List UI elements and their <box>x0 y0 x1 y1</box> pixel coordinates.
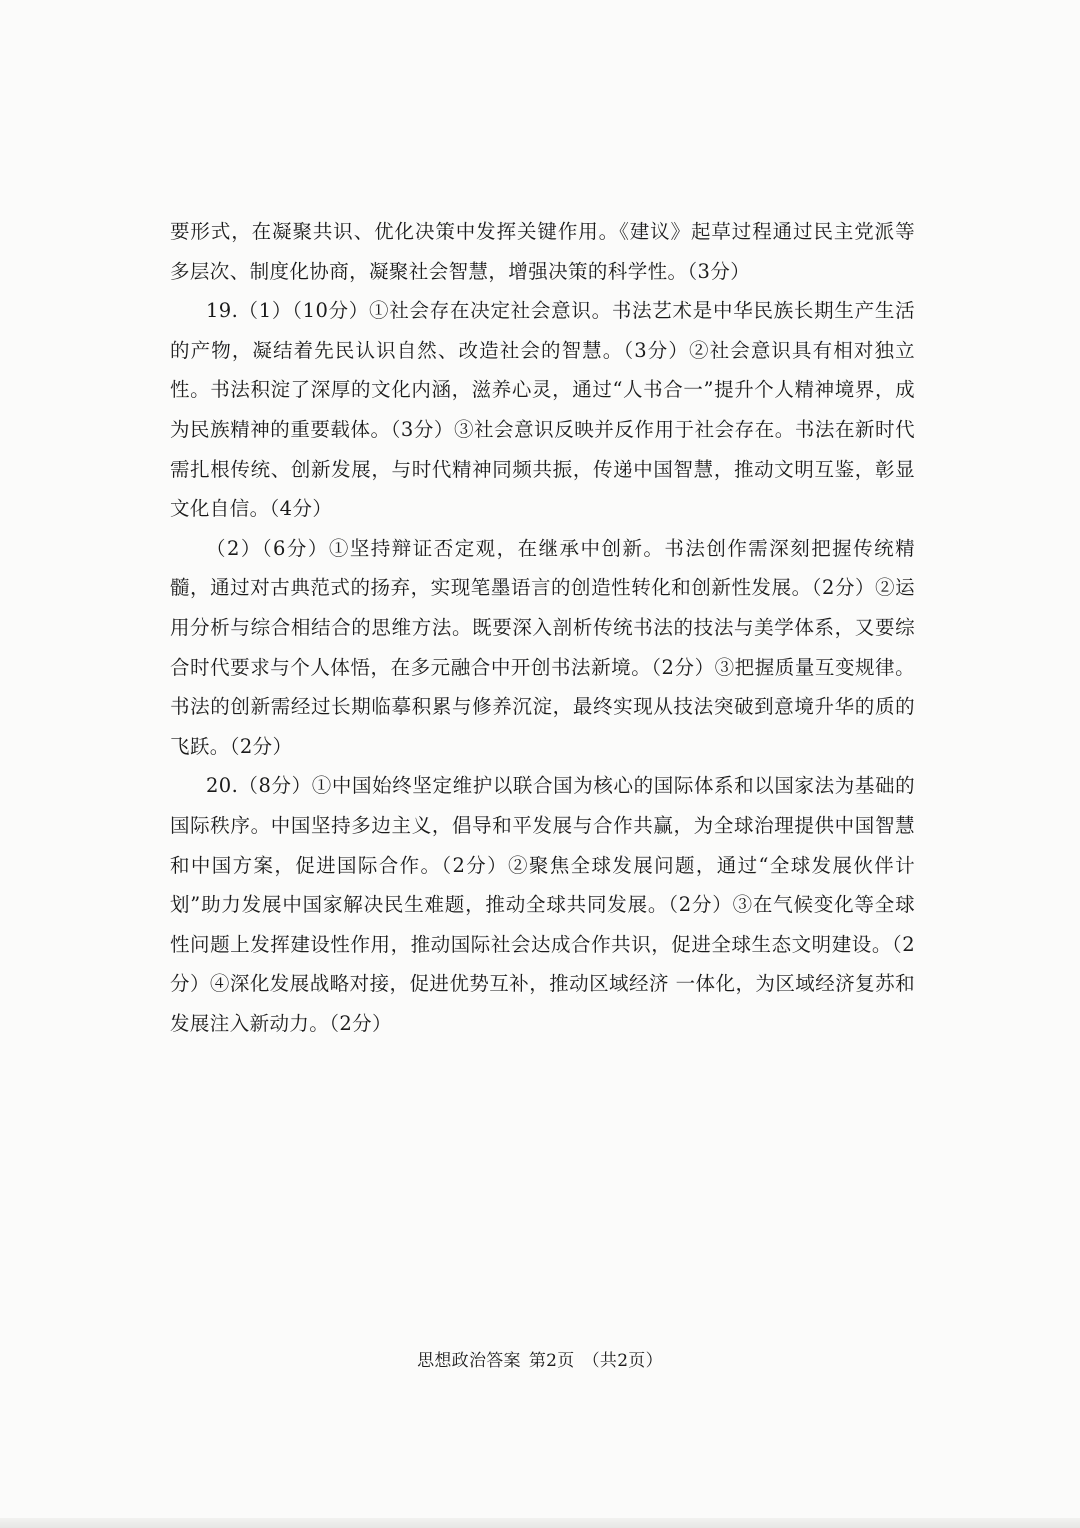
answer-content <box>170 212 915 1043</box>
page-footer <box>0 1346 1080 1371</box>
footer-total-pages: （共2页） <box>582 1351 663 1371</box>
footer-page-number: 第2页 <box>528 1351 575 1371</box>
paragraph-question-20: 20.（8分）①中国始终坚定维护以联合国为核心的国际体系和以国家法为基础的国际秩序。中国坚持多边主义，倡导和平发展与合作共赢，为全球治理提供中国智慧和中国方案，促进国际合作。（2分）②聚焦全球发展问题，通过“全球发展伙伴计划”助力发展中国家解决民生难题，推动全球共同发展。（2分）③在气候变化等全球性问题上发挥建设性作用，推动国际社会达成合作共识，促进全球生态文明建设。（2分）④深化发展战略对接，促进优势互补，推动区域经济 一体化，为区域经济复苏和发展注入新动力。（2分） <box>170 774 915 1035</box>
scan-bottom-edge <box>0 1518 1080 1528</box>
paragraph-question-19-part-1: 19.（1）（10分）①社会存在决定社会意识。书法艺术是中华民族长期生产生活的产物，凝结着先民认识自然、改造社会的智慧。（3分）②社会意识具有相对独立性。书法积淀了深厚的文化内涵，滋养心灵，通过“人书合一”提升个人精神境界，成为民族精神的重要载体。（3分）③社会意识反映并反作用于社会存在。书法在新时代需扎根传统、创新发展，与时代精神同频共振，传递中国智慧，推动文明互鉴，彰显文化自信。（4分） <box>170 299 915 521</box>
paragraph-continuation: 要形式，在凝聚共识、优化决策中发挥关键作用。《建议》起草过程通过民主党派等多层次、制度化协商，凝聚社会智慧，增强决策的科学性。（3分） <box>170 220 915 283</box>
paragraph-question-19-part-2: （2）（6分）①坚持辩证否定观，在继承中创新。书法创作需深刻把握传统精髓，通过对古典范式的扬弃，实现笔墨语言的创造性转化和创新性发展。（2分）②运用分析与综合相结合的思维方法。既要深入剖析传统书法的技法与美学体系，又要综合时代要求与个人体悟，在多元融合中开创书法新境。（2分）③把握质量互变规律。书法的创新需经过长期临摹积累与修养沉淀，最终实现从技法突破到意境升华的质的飞跃。（2分） <box>170 536 915 758</box>
footer-subject: 思想政治答案 <box>417 1351 521 1371</box>
